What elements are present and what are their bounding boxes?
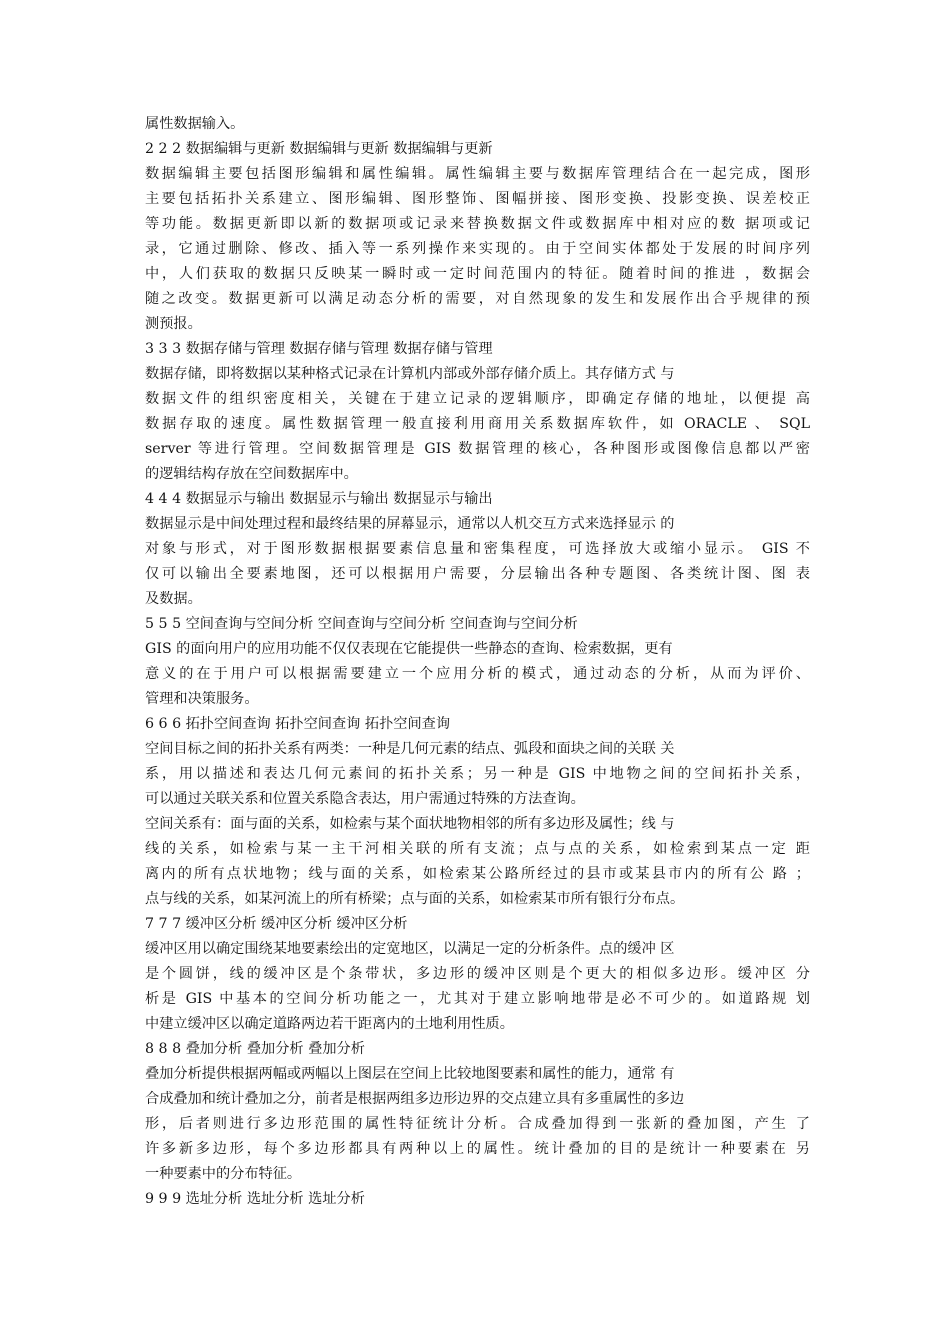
text-line: 点与线的关系，如某河流上的所有桥梁；点与面的关系，如检索某市所有银行分布点。 — [145, 891, 685, 907]
text-line: 是个圆饼，线的缓冲区是个条带状，多边形的缓冲区则是个更大的相似多边形。缓冲区 分 — [145, 966, 810, 982]
text-line: 的逻辑结构存放在空间数据库中。 — [145, 466, 358, 482]
text-line: 析是 GIS 中基本的空间分析功能之一，尤其对于建立影响地带是必不可少的。如道路规 划 — [145, 991, 810, 1007]
document-body — [145, 112, 810, 1212]
text-line: 线的关系，如检索与某一主干河相关联的所有支流；点与点的关系，如检索到某点一定 距 — [145, 841, 810, 857]
text-line: 属性数据输入。 — [145, 116, 245, 132]
text-line: 合成叠加和统计叠加之分，前者是根据两组多边形边界的交点建立具有多重属性的多边 — [145, 1091, 685, 1107]
text-line: 系，用以描述和表达几何元素间的拓扑关系；另一种是 GIS 中地物之间的空间拓扑关系， — [145, 766, 810, 782]
text-line: 及数据。 — [145, 591, 202, 607]
text-line: 中，人们获取的数据只反映某一瞬时或一定时间范围内的特征。随着时间的推进 ，数据会 — [145, 266, 810, 282]
text-line: 数据存取的速度。属性数据管理一般直接利用商用关系数据库软件，如 ORACLE 、 SQL — [145, 416, 810, 432]
text-line: 数据编辑主要包括图形编辑和属性编辑。属性编辑主要与数据库管理结合在一起完成，图形 — [145, 166, 810, 182]
text-line: 等功能。数据更新即以新的数据项或记录来替换数据文件或数据库中相对应的数 据项或记 — [145, 216, 810, 232]
text-line: 中建立缓冲区以确定道路两边若干距离内的土地利用性质。 — [145, 1016, 514, 1032]
text-line: 数据文件的组织密度相关，关键在于建立记录的逻辑顺序，即确定存储的地址，以便提 高 — [145, 391, 810, 407]
text-line: 数据显示是中间处理过程和最终结果的屏幕显示，通常以人机交互方式来选择显示 的 — [145, 516, 675, 532]
text-line: 一种要素中的分布特征。 — [145, 1166, 302, 1182]
text-line: 主要包括拓扑关系建立、图形编辑、图形整饰、图幅拼接、图形变换、投影变换、误差校正 — [145, 191, 810, 207]
text-line: 数据存储，即将数据以某种格式记录在计算机内部或外部存储介质上。其存储方式 与 — [145, 366, 675, 382]
text-line: 形，后者则进行多边形范围的属性特征统计分析。合成叠加得到一张新的叠加图，产生 了 — [145, 1116, 810, 1132]
section-heading: 2 2 2 数据编辑与更新 数据编辑与更新 数据编辑与更新 — [145, 141, 493, 157]
text-line: 仅可以输出全要素地图，还可以根据用户需要，分层输出各种专题图、各类统计图、图 表 — [145, 566, 810, 582]
text-line: 录，它通过删除、修改、插入等一系列操作来实现的。由于空间实体都处于发展的时间序列 — [145, 241, 810, 257]
text-line: 空间关系有：面与面的关系，如检索与某个面状地物相邻的所有多边形及属性；线 与 — [145, 816, 675, 832]
text-line: 对象与形式，对于图形数据根据要素信息量和密集程度，可选择放大或缩小显示。 GIS 不 — [145, 541, 810, 557]
text-line: 空间目标之间的拓扑关系有两类：一种是几何元素的结点、弧段和面块之间的关联 关 — [145, 741, 675, 757]
text-line: 叠加分析提供根据两幅或两幅以上图层在空间上比较地图要素和属性的能力，通常 有 — [145, 1066, 675, 1082]
section-heading: 3 3 3 数据存储与管理 数据存储与管理 数据存储与管理 — [145, 341, 493, 357]
section-heading: 8 8 8 叠加分析 叠加分析 叠加分析 — [145, 1041, 365, 1057]
section-heading: 5 5 5 空间查询与空间分析 空间查询与空间分析 空间查询与空间分析 — [145, 616, 578, 632]
text-line: 测预报。 — [145, 316, 202, 332]
text-line: 管理和决策服务。 — [145, 691, 259, 707]
text-line: 可以通过关联关系和位置关系隐含表达，用户需通过特殊的方法查询。 — [145, 791, 585, 807]
section-heading: 7 7 7 缓冲区分析 缓冲区分析 缓冲区分析 — [145, 916, 408, 932]
text-line: 意义的在于用户可以根据需要建立一个应用分析的模式，通过动态的分析，从而为评价、 — [145, 666, 810, 682]
section-heading: 9 9 9 选址分析 选址分析 选址分析 — [145, 1191, 365, 1207]
text-line: GIS 的面向用户的应用功能不仅仅表现在它能提供一些静态的查询、检索数据，更有 — [145, 641, 673, 657]
text-line: 许多新多边形，每个多边形都具有两种以上的属性。统计叠加的目的是统计一种要素在 另 — [145, 1141, 810, 1157]
text-line: server 等进行管理。空间数据管理是 GIS 数据管理的核心，各种图形或图像信息都以严密 — [145, 441, 810, 457]
text-line: 离内的所有点状地物；线与面的关系，如检索某公路所经过的县市或某县市内的所有公 路 ； — [145, 866, 810, 882]
text-line: 随之改变。数据更新可以满足动态分析的需要，对自然现象的发生和发展作出合乎规律的预 — [145, 291, 810, 307]
section-heading: 4 4 4 数据显示与输出 数据显示与输出 数据显示与输出 — [145, 491, 493, 507]
text-line: 缓冲区用以确定围绕某地要素绘出的定宽地区，以满足一定的分析条件。点的缓冲 区 — [145, 941, 675, 957]
section-heading: 6 6 6 拓扑空间查询 拓扑空间查询 拓扑空间查询 — [145, 716, 451, 732]
